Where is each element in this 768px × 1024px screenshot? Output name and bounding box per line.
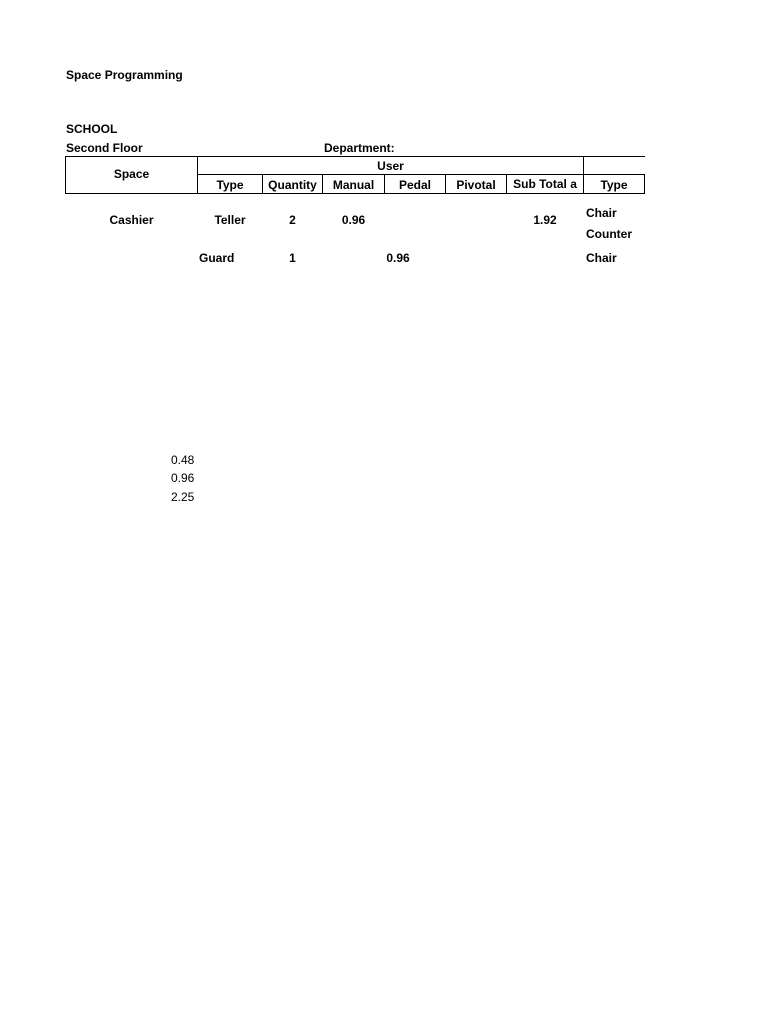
row-manual: 0.96: [341, 213, 366, 227]
table-header-divider: [197, 174, 645, 175]
table-border-top: [197, 156, 645, 157]
floor-label: Second Floor: [66, 141, 143, 155]
table-header-bottom: [66, 193, 645, 194]
document-title: Space Programming: [66, 68, 183, 82]
row-quantity: 1: [289, 251, 296, 265]
header-furniture-type: Type: [600, 178, 628, 192]
header-pivotal: Pivotal: [456, 178, 496, 192]
row-furniture-chair: Chair: [586, 251, 617, 265]
row-pedal: 0.96: [386, 251, 410, 265]
reference-value: 2.25: [171, 490, 195, 504]
header-quantity: Quantity: [268, 178, 317, 192]
row-quantity: 2: [289, 213, 296, 227]
header-user: User: [377, 159, 404, 173]
school-label: SCHOOL: [66, 122, 118, 136]
row-space: Cashier: [109, 213, 154, 227]
table-border-top-space: [66, 156, 198, 157]
row-type: Teller: [214, 213, 246, 227]
table-border-right: [644, 174, 645, 194]
reference-value: 0.96: [171, 471, 195, 485]
reference-value: 0.48: [171, 453, 195, 467]
row-type: Guard: [199, 251, 235, 265]
header-type: Type: [216, 178, 244, 192]
header-subtotal: Sub Total a: [513, 177, 577, 191]
row-subtotal: 1.92: [533, 213, 557, 227]
header-manual: Manual: [332, 178, 375, 192]
row-furniture-chair: Chair: [586, 206, 617, 220]
department-label: Department:: [324, 141, 395, 155]
row-furniture-counter: Counter: [586, 227, 632, 241]
header-pedal: Pedal: [398, 178, 431, 192]
header-space: Space: [113, 167, 150, 181]
